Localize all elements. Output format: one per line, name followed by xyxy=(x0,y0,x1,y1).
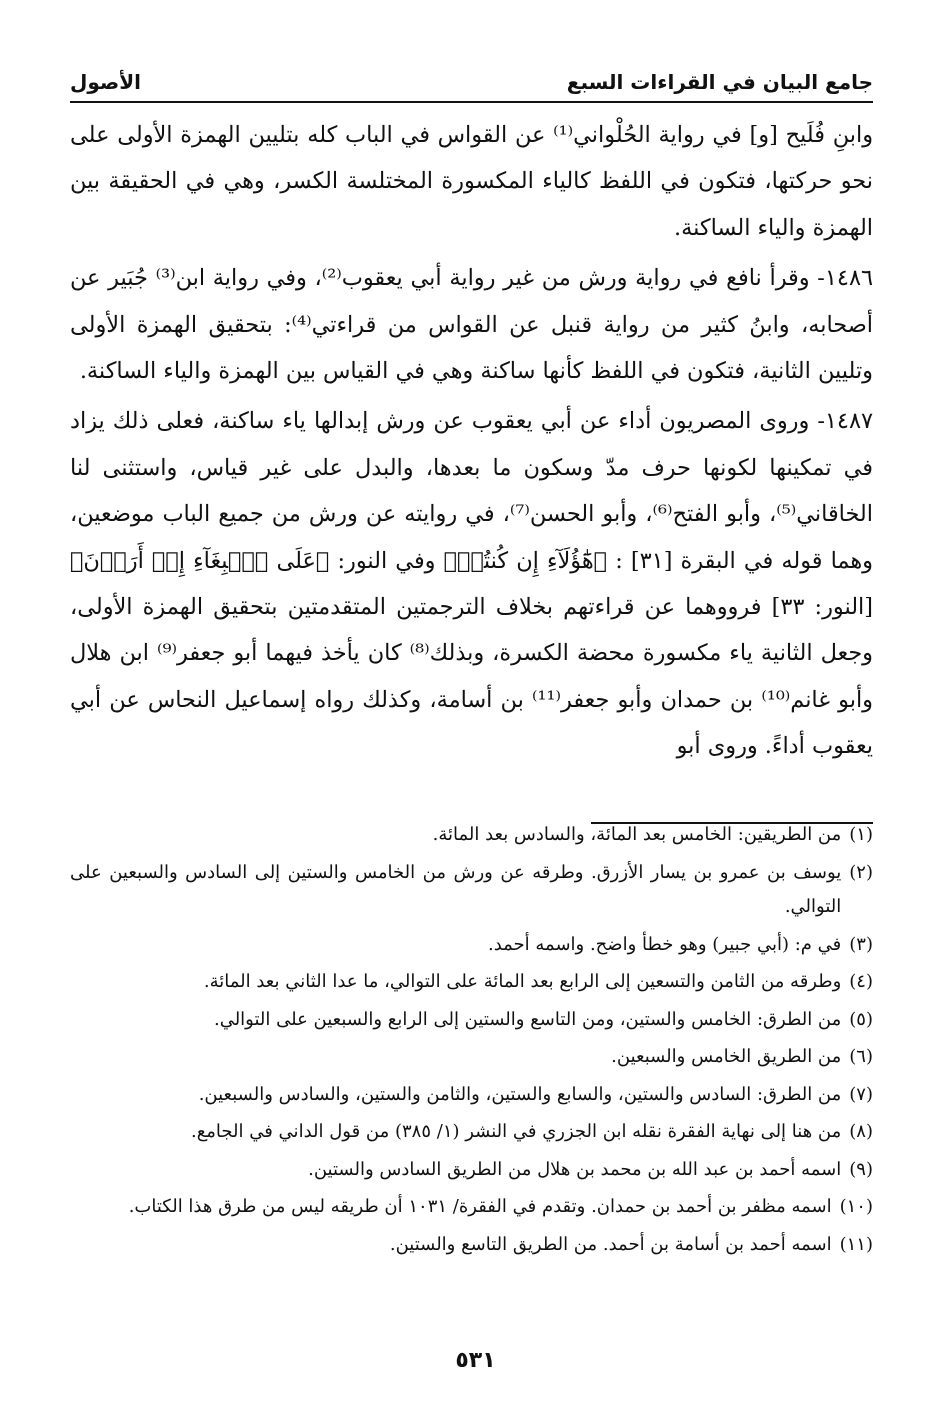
footnote xyxy=(70,1153,873,1188)
running-header xyxy=(70,60,873,94)
footnote-text: من الطرق: الخامس والستين، ومن التاسع والستين إلى الرابع والسبعين على التوالي. xyxy=(213,1008,842,1030)
footnote-number: (١) xyxy=(849,824,873,845)
footnote-text: اسمه أحمد بن أسامة بن أحمد. من الطريق التاسع والستين. xyxy=(389,1233,832,1255)
footnote-number: (١٠) xyxy=(839,1196,873,1217)
footnote-text: اسمه أحمد بن عبد الله بن محمد بن هلال من الطريق السادس والستين. xyxy=(308,1158,842,1180)
footnote xyxy=(70,928,873,963)
footnote-text: في م: (أبي جبير) وهو خطأ واضح. واسمه أحمد. xyxy=(487,933,842,955)
footnote-text: وطرقه من الثامن والتسعين إلى الرابع بعد المائة على التوالي، ما عدا الثاني بعد المائة. xyxy=(203,971,842,992)
footnotes xyxy=(70,818,873,1265)
book-title: جامع البيان في القراءات السبع xyxy=(566,70,873,94)
footnote-text: اسمه مظفر بن أحمد بن حمدان. وتقدم في الفقرة/ ١٠٣١ أن طريقه ليس من طرق هذا الكتاب. xyxy=(128,1196,832,1217)
footnote-text: من هنا إلى نهاية الفقرة نقله ابن الجزري في النشر (١/ ٣٨٥) من قول الداني في الجامع. xyxy=(190,1121,842,1142)
footnote-number: (١١) xyxy=(839,1233,873,1255)
footnote xyxy=(70,1040,873,1075)
footnote xyxy=(70,1003,873,1038)
footnote xyxy=(70,965,873,1000)
paragraph: وابنِ فُلَيح [و] في رواية الحُلْواني⁽¹⁾ عن القواس في الباب كله بتليين الهمزة الأولى على نحو حركتها، فتكون في اللفظ كالياء المكسورة المختلسة الكسر، وهي في الحقيقة بين الهمزة والياء الساكنة. xyxy=(70,122,874,241)
footnote-number: (٨) xyxy=(849,1121,873,1142)
footnote-text: من الطريقين: الخامس بعد المائة، والسادس بعد المائة. xyxy=(432,824,842,845)
header-divider xyxy=(70,101,873,103)
footnote-number: (٧) xyxy=(849,1083,873,1105)
footnote-text: من الطريق الخامس والسبعين. xyxy=(611,1046,842,1067)
footnote xyxy=(70,1190,873,1225)
footnote-text: من الطرق: السادس والستين، والسابع والستين، والثامن والستين، والسادس والسبعين. xyxy=(198,1083,842,1105)
footnote-text: يوسف بن عمرو بن يسار الأزرق. وطرقه عن ورش من الخامس والستين إلى السادس والسبعين على التوالي. xyxy=(70,861,842,917)
footnote xyxy=(70,1228,873,1263)
footnote-number: (٣) xyxy=(849,933,873,955)
footnote-number: (٥) xyxy=(849,1008,873,1030)
footnote-number: (٩) xyxy=(849,1158,873,1180)
paragraph: ١٤٨٦- وقرأ نافع في رواية ورش من غير رواية أبي يعقوب⁽²⁾، وفي رواية ابن⁽³⁾ جُبَير عن أصحابه، وابنُ كثير من رواية قنبل عن القواس من قراءتي⁽⁴⁾: بتحقيق الهمزة الأولى وتليين الثانية، فتكون في اللفظ كأنها ساكنة وهي في القياس بين الهمزة والياء الساكنة. xyxy=(70,265,873,385)
footnote xyxy=(70,1115,873,1150)
main-text xyxy=(70,112,873,770)
footnote-number: (٦) xyxy=(849,1046,873,1067)
footnote-number: (٢) xyxy=(849,861,873,883)
footnote xyxy=(70,1078,873,1113)
page-number: ٥٣١ xyxy=(455,1348,496,1373)
section-title: الأصول xyxy=(70,70,141,94)
footnote-number: (٤) xyxy=(849,971,873,992)
footnote xyxy=(70,856,873,925)
footnote xyxy=(70,818,873,853)
paragraph: ١٤٨٧- وروى المصريون أداء عن أبي يعقوب عن ورش إبدالها ياء ساكنة، فعلى ذلك يزاد في تمكينها لكونها حرف مدّ وسكون ما بعدها، والبدل على غير قياس، واستثنى لنا الخاقاني⁽⁵⁾، وأبو الفتح⁽⁶⁾، وأبو الحسن⁽⁷⁾، في روايته عن ورش من جميع الباب موضعين، وهما قوله في البقرة [٣١] : ﴿هَٰٓؤُلَآءِ إِن كُنتُمۡ﴾ وفي النور: ﴿عَلَى ٱلۡبِغَآءِ إِنۡ أَرَدۡنَ﴾ [النور: ٣٣] فرووهما عن قراءتهم بخلاف الترجمتين المتقدمتين بتحقيق الهمزة الأولى، وجعل الثانية ياء مكسورة محضة الكسرة، وبذلك⁽⁸⁾ كان يأخذ فيهما أبو جعفر⁽⁹⁾ ابن هلال وأبو غانم⁽¹⁰⁾ بن حمدان وأبو جعفر⁽¹¹⁾ بن أسامة، وكذلك رواه إسماعيل النحاس عن أبي يعقوب أداءً. وروى أبو xyxy=(70,408,874,760)
